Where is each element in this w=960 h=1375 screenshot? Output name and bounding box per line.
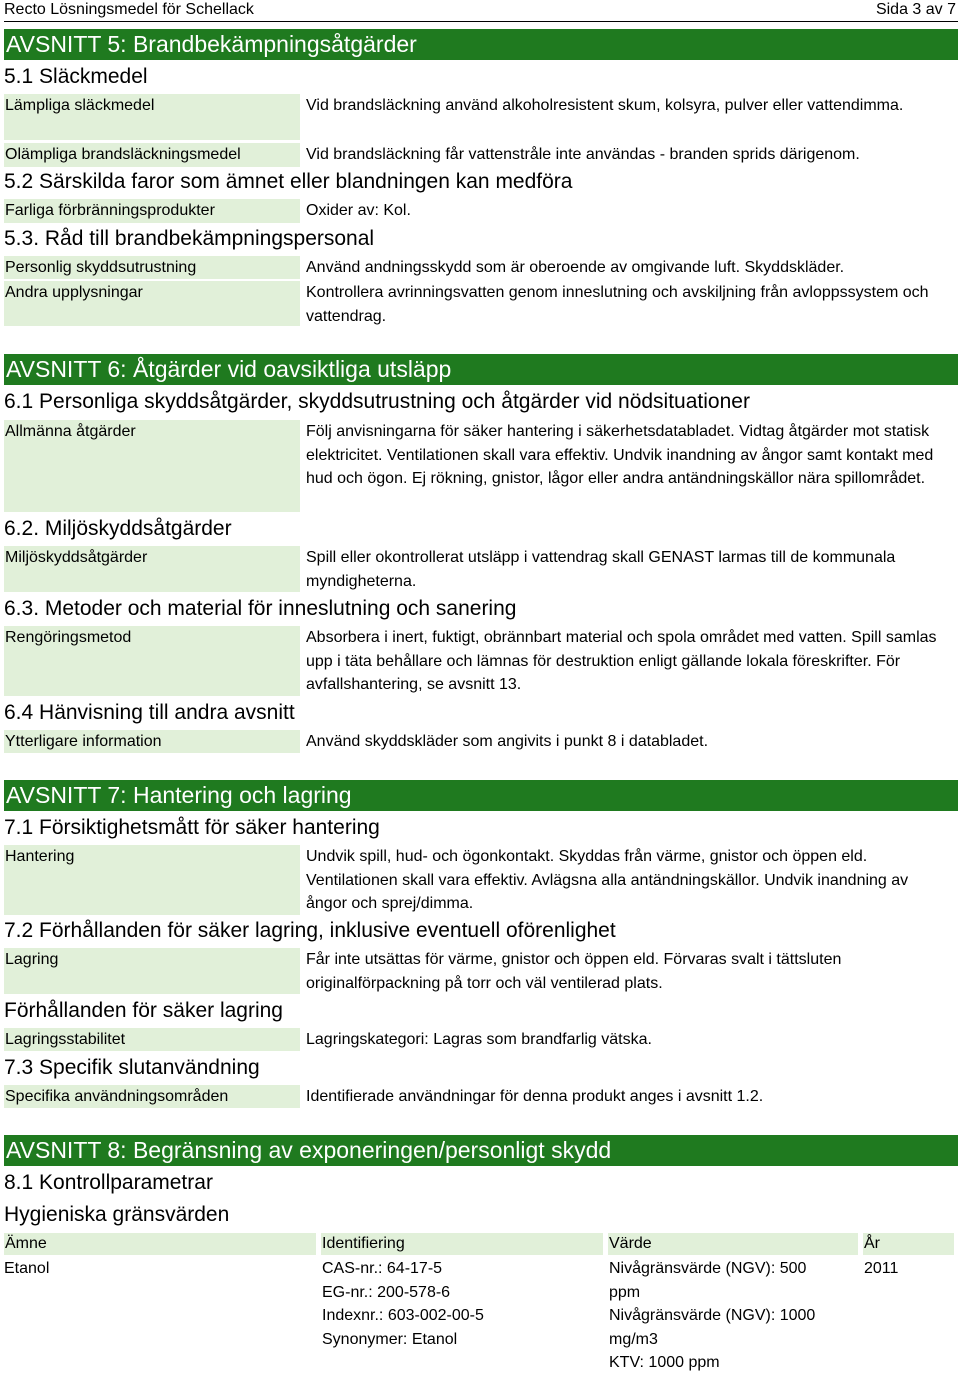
subsection-5-3: 5.3. Råd till brandbekämpningspersonal <box>4 227 375 250</box>
label-ytterligare-information: Ytterligare information <box>4 730 300 753</box>
value-ngv-mg-unit: mg/m3 <box>609 1330 658 1348</box>
value-lagring: Får inte utsättas för värme, gnistor och öppen eld. Förvaras svalt i tättsluten originalförpackning på torr och väl ventilerad plats. <box>306 951 842 992</box>
label-andra-upplysningar: Andra upplysningar <box>4 281 300 326</box>
document-title: Recto Lösningsmedel för Schellack <box>4 1 254 18</box>
label-farliga-forbranningsprodukter: Farliga förbränningsprodukter <box>4 199 300 223</box>
subsection-8-1: 8.1 Kontrollparametrar <box>4 1171 213 1194</box>
value-specifika-anvandningsomraden: Identifierade användningar för denna produkt anges i avsnitt 1.2. <box>306 1088 764 1105</box>
section-7-heading: AVSNITT 7: Hantering och lagring <box>4 780 958 811</box>
section-8-heading: AVSNITT 8: Begränsning av exponeringen/personligt skydd <box>4 1135 958 1166</box>
value-ytterligare-information: Använd skyddskläder som angivits i punkt 8 i databladet. <box>306 733 709 750</box>
id-index: Indexnr.: 603-002-00-5 <box>322 1307 484 1324</box>
value-olampliga-slackmedel: Vid brandsläckning får vattenstråle inte användas - branden sprids därigenom. <box>306 146 860 163</box>
section-6-heading: AVSNITT 6: Åtgärder vid oavsiktliga utsläpp <box>4 354 958 385</box>
value-rengoringsmetod: Absorbera i inert, fuktigt, obrännbart material och spola området med vatten. Spill samlas upp i täta behållare och lämnas för destruktion enligt gällande lokala föreskrifter. För avfallshantering, se avsnitt 13. <box>306 629 937 693</box>
value-ngv-ppm: Nivågränsvärde (NGV): 500 <box>609 1260 807 1277</box>
label-allmanna-atgarder: Allmänna åtgärder <box>4 420 300 512</box>
page-header <box>4 0 956 22</box>
subsection-7-2: 7.2 Förhållanden för säker lagring, inklusive eventuell oförenlighet <box>4 919 616 942</box>
col-header-amne: Ämne <box>4 1233 316 1255</box>
table-row-year: 2011 <box>864 1260 899 1277</box>
label-miljoskyddsatgarder: Miljöskyddsåtgärder <box>4 546 300 592</box>
label-hantering: Hantering <box>4 845 300 915</box>
subsection-6-4: 6.4 Hänvisning till andra avsnitt <box>4 701 295 724</box>
value-miljoskyddsatgarder: Spill eller okontrollerat utsläpp i vattendrag skall GENAST larmas till de kommunala myndigheterna. <box>306 549 896 590</box>
subsection-6-2: 6.2. Miljöskyddsåtgärder <box>4 517 232 540</box>
value-ngv-mg: Nivågränsvärde (NGV): 1000 <box>609 1307 816 1324</box>
id-cas: CAS-nr.: 64-17-5 <box>322 1260 443 1277</box>
subsection-forhallanden: Förhållanden för säker lagring <box>4 999 283 1022</box>
value-ktv: KTV: 1000 ppm <box>609 1354 720 1371</box>
subsection-7-3: 7.3 Specifik slutanvändning <box>4 1056 260 1079</box>
label-olampliga-slackmedel: Olämpliga brandsläckningsmedel <box>4 143 300 167</box>
value-andra-upplysningar: Kontrollera avrinningsvatten genom inneslutning och avskiljning från avloppssystem och vattendrag. <box>306 284 929 325</box>
subsection-5-1: 5.1 Släckmedel <box>4 65 148 88</box>
value-allmanna-atgarder: Följ anvisningarna för säker hantering i säkerhetsdatabladet. Vidtag åtgärder mot statisk elektricitet. Ventilationen skall vara effektiv. Undvik inandning av ångor samt kontakt med hud och ögon. Ej rökning, gnistor, lågor eller andra antändningskällor nära spillområdet. <box>306 423 934 487</box>
subsection-6-1: 6.1 Personliga skyddsåtgärder, skyddsutrustning och åtgärder vid nödsituationer <box>4 390 750 413</box>
label-rengoringsmetod: Rengöringsmetod <box>4 626 300 696</box>
label-specifika-anvandningsomraden: Specifika användningsområden <box>4 1085 300 1108</box>
subsection-hygieniska-gransvarden: Hygieniska gränsvärden <box>4 1203 230 1226</box>
id-eg: EG-nr.: 200-578-6 <box>322 1283 451 1301</box>
value-farliga-forbranningsprodukter: Oxider av: Kol. <box>306 202 411 219</box>
table-row-values <box>609 1257 857 1375</box>
header-divider <box>4 21 958 22</box>
subsection-7-1: 7.1 Försiktighetsmått för säker hantering <box>4 816 380 839</box>
label-lampliga-slackmedel: Lämpliga släckmedel <box>4 94 300 140</box>
label-lagringsstabilitet: Lagringsstabilitet <box>4 1028 300 1051</box>
value-hantering: Undvik spill, hud- och ögonkontakt. Skyddas från värme, gnistor och öppen eld. Ventilationen skall vara effektiv. Avlägsna alla antändningskällor. Undvik inandning av ångor och sprej/dimma. <box>306 848 909 912</box>
subsection-5-2: 5.2 Särskilda faror som ämnet eller blandningen kan medföra <box>4 170 573 193</box>
section-5-heading: AVSNITT 5: Brandbekämpningsåtgärder <box>4 29 958 60</box>
value-personlig-skyddsutrustning: Använd andningsskydd som är oberoende av omgivande luft. Skyddskläder. <box>306 259 845 276</box>
col-header-ar: År <box>863 1233 954 1255</box>
label-personlig-skyddsutrustning: Personlig skyddsutrustning <box>4 256 300 279</box>
label-lagring: Lagring <box>4 948 300 994</box>
page-number: Sida 3 av 7 <box>875 1 956 18</box>
value-ngv-ppm-unit: ppm <box>609 1283 641 1301</box>
col-header-varde: Värde <box>608 1233 858 1255</box>
subsection-6-3: 6.3. Metoder och material för inneslutning och sanering <box>4 597 517 620</box>
value-lagringsstabilitet: Lagringskategori: Lagras som brandfarlig vätska. <box>306 1031 652 1048</box>
table-row-identification <box>322 1257 602 1351</box>
id-synonyms: Synonymer: Etanol <box>322 1330 458 1348</box>
value-lampliga-slackmedel: Vid brandsläckning använd alkoholresistent skum, kolsyra, pulver eller vattendimma. <box>306 97 904 114</box>
limits-table-header <box>4 1233 954 1255</box>
table-row-substance: Etanol <box>4 1260 50 1277</box>
col-header-identifiering: Identifiering <box>321 1233 603 1255</box>
